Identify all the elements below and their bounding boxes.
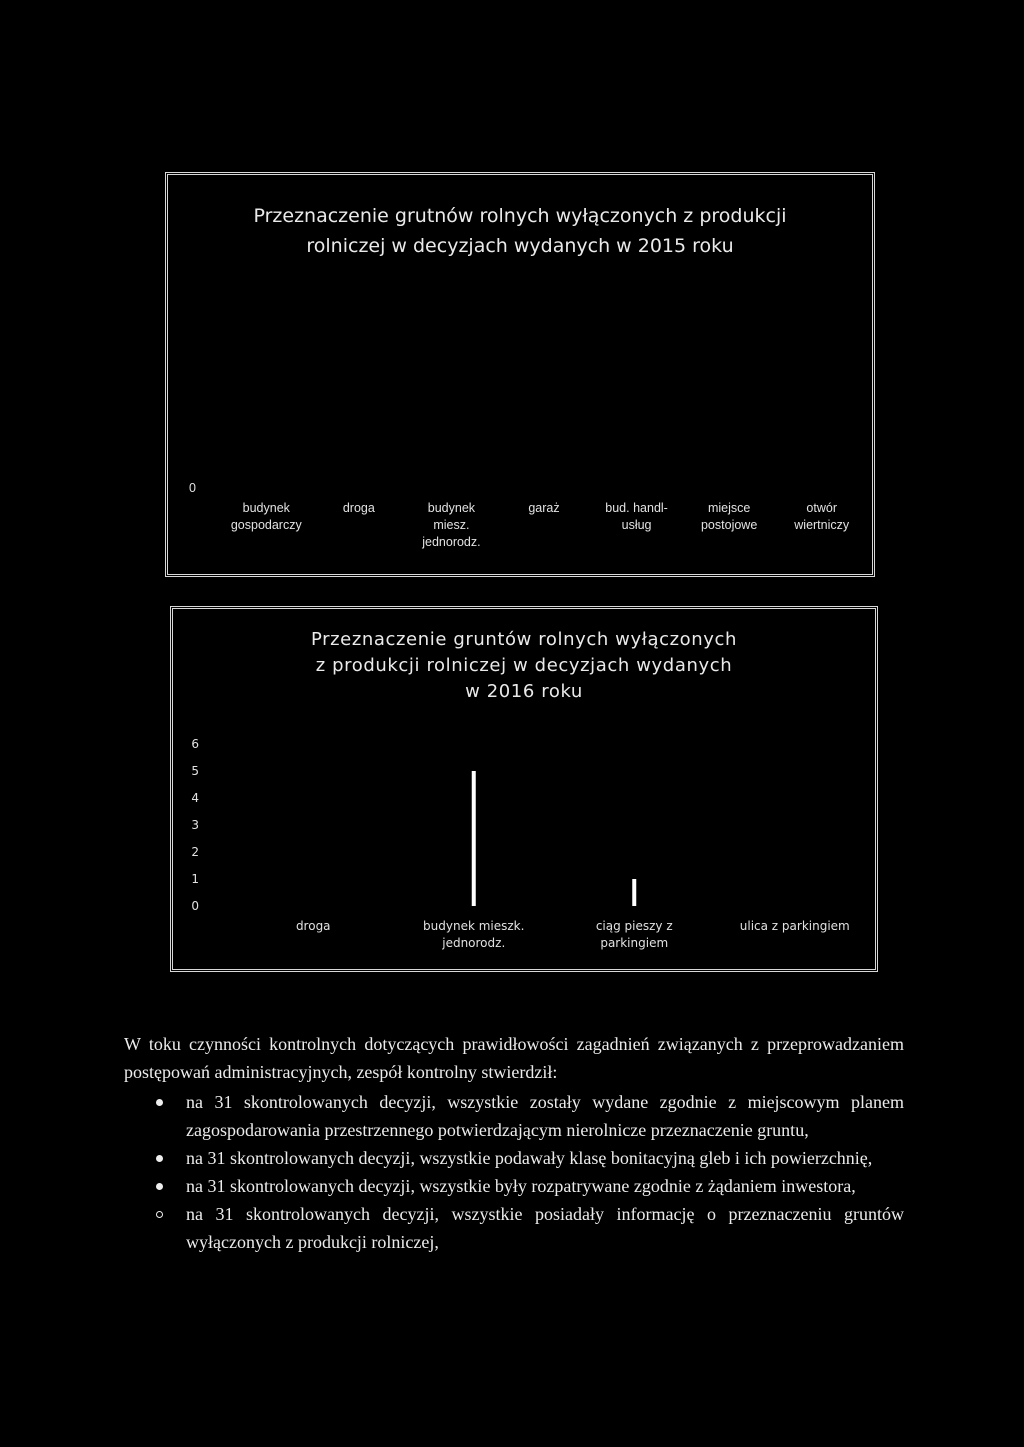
x-tick-label: droga	[295, 919, 331, 933]
chart-title-line: rolniczej w decyzjach wydanych w 2015 roku	[306, 235, 734, 257]
chart-2015	[165, 172, 875, 577]
chart-title-line: z produkcji rolniczej w decyzjach wydanych	[315, 655, 733, 676]
list-item-text: na 31 skontrolowanych decyzji, wszystkie były rozpatrywane zgodnie z żądaniem inwestora,	[186, 1176, 856, 1196]
chart-2016	[170, 606, 878, 972]
bullet-icon	[156, 1183, 163, 1190]
y-tick-label: 5	[191, 764, 199, 778]
list-item	[124, 1172, 904, 1200]
list-item-text: na 31 skontrolowanych decyzji, wszystkie posiadały informację o przeznaczeniu gruntów wyłączonych z produkcji rolniczej,	[186, 1204, 904, 1252]
x-tick-label: gospodarczy	[230, 518, 302, 532]
findings-list	[124, 1088, 904, 1256]
y-tick-label: 0	[191, 899, 199, 913]
list-item-text: na 31 skontrolowanych decyzji, wszystkie zostały wydane zgodnie z miejscowym planem zagospodarowania przestrzennego potwierdzającym nierolnicze przeznaczenie gruntu,	[186, 1092, 904, 1140]
list-item	[124, 1200, 904, 1256]
x-tick-label: jednorodz.	[442, 936, 506, 950]
x-tick-label: miesz.	[433, 518, 470, 532]
chart-title-line: w 2016 roku	[465, 681, 583, 702]
x-tick-label: budynek	[242, 501, 290, 515]
y-tick-label: 3	[191, 818, 199, 832]
chart-title-line: Przeznaczenie gruntów rolnych wyłączonych	[310, 629, 738, 650]
y-tick-label: 2	[191, 845, 199, 859]
x-tick-label: wiertniczy	[794, 518, 850, 532]
report-text	[124, 1030, 904, 1256]
bullet-icon	[156, 1155, 163, 1162]
bullet-icon	[156, 1211, 163, 1218]
chart-plot-area	[173, 609, 875, 969]
x-tick-label: usług	[621, 518, 652, 532]
x-tick-label: jednorodz.	[422, 535, 481, 549]
x-tick-label: droga	[342, 501, 375, 515]
x-tick-label: ciąg pieszy z	[595, 919, 673, 933]
y-tick-label: 6	[191, 737, 199, 751]
y-tick-label: 0	[189, 481, 196, 495]
bullet-icon	[156, 1099, 163, 1106]
list-item	[124, 1144, 904, 1172]
y-tick-label: 4	[191, 791, 199, 805]
x-tick-label: postojowe	[700, 518, 758, 532]
chart-plot-area	[168, 175, 872, 574]
intro-paragraph: W toku czynności kontrolnych dotyczących prawidłowości zagadnień związanych z przeprowadzaniem postępowań administracyjnych, zespół kontrolny stwierdził:	[124, 1034, 904, 1082]
x-tick-label: ulica z parkingiem	[739, 919, 850, 933]
x-tick-label: budynek	[427, 501, 476, 515]
bar	[632, 879, 636, 906]
chart-title-line: Przeznaczenie grutnów rolnych wyłączonych z produkcji	[253, 205, 787, 227]
list-item-text: na 31 skontrolowanych decyzji, wszystkie podawały klasę bonitacyjną gleb i ich powierzchnię,	[186, 1148, 873, 1168]
y-tick-label: 1	[191, 872, 199, 886]
list-item	[124, 1088, 904, 1144]
x-tick-label: budynek mieszk.	[423, 919, 525, 933]
x-tick-label: parkingiem	[600, 936, 669, 950]
bar	[472, 771, 476, 906]
x-tick-label: otwór	[806, 501, 838, 515]
x-tick-label: bud. handl-	[605, 501, 668, 515]
x-tick-label: miejsce	[707, 501, 751, 515]
x-tick-label: garaż	[528, 501, 560, 515]
